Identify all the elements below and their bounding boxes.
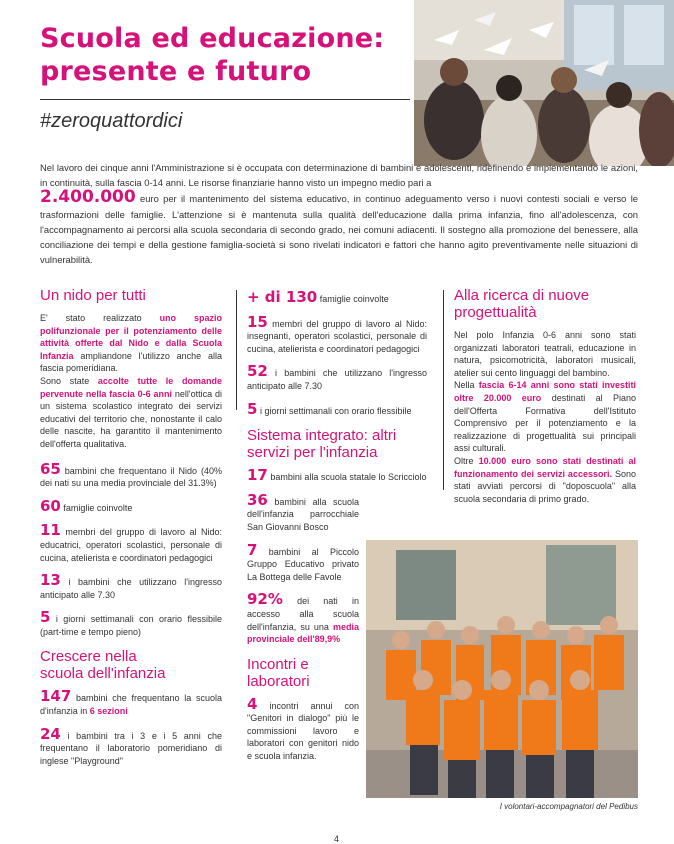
stat-item xyxy=(247,466,427,485)
section-title-infanzia xyxy=(40,648,222,682)
stat-number: 17 xyxy=(247,466,268,485)
intro-text-2: euro per il mantenimento del sistema educativo, in continuo adeguamento verso i nuovi contesti sociali e verso le trasformazioni delle famiglie. L'attenzione si è mantenuta sulla qualità dell'educazione dalla prima infanzia, fino all'adolescenza, con l'accompagnamento ai percorsi alla scuola secondaria di secondo grado, nei comuni adiacenti. Il sostegno alla promozione del benessere, alla conciliazione dei tempi e della gestione famiglia-società si sono rivelati indicatori e fattori che hanno agito preventivamente nelle situazioni di vulnerabilità. xyxy=(40,193,638,266)
stat-number: + di 130 xyxy=(247,288,318,306)
stat-number: 65 xyxy=(40,459,61,478)
hashtag: #zeroquattordici xyxy=(40,110,183,132)
text: ampliandone l'utilizzo anche alla fascia pomeridiana. xyxy=(40,350,222,374)
stat-item xyxy=(247,694,359,763)
highlight: media provinciale dell'89,9% xyxy=(247,621,359,645)
title-line: Crescere nella xyxy=(40,648,137,666)
stat-number: 60 xyxy=(40,496,61,515)
nido-paragraph-1 xyxy=(40,312,222,375)
title-line: scuola dell'infanzia xyxy=(40,665,166,683)
title-line-1: Scuola ed educazione: xyxy=(40,23,385,54)
stat-number: 4 xyxy=(247,694,258,713)
stat-text: bambini che frequentano la scuola d'infanzia in xyxy=(40,693,222,717)
stat-item xyxy=(40,459,222,490)
stat-number: 15 xyxy=(247,312,268,331)
stat-number: 11 xyxy=(40,521,61,540)
section-title-nido: Un nido per tutti xyxy=(40,287,146,304)
text: Sono stati avviati percorsi di "doposcuola" alla scuola secondaria di primo grado. xyxy=(454,468,636,504)
stat-text: bambini alla scuola statale lo Scricciolo xyxy=(270,472,427,483)
stat-number: 5 xyxy=(247,399,258,418)
progettualita-paragraph-3 xyxy=(454,455,636,505)
stat-item xyxy=(40,687,222,717)
highlight: uno spazio polifunzionale per il potenziamento delle attività offerte dal Nido e dalla Scuola Infanzia xyxy=(40,313,222,361)
section-title-progettualita: Alla ricerca di nuove progettualità xyxy=(454,287,590,321)
column-progettualita xyxy=(454,287,636,505)
stat-text: famiglie coinvolte xyxy=(319,294,389,304)
stat-number: 92% xyxy=(247,590,283,609)
text: Sono state xyxy=(40,375,90,386)
stat-text: i bambini tra i 3 e i 5 anni che frequentano il laboratorio pomeridiano di inglese "Playground" xyxy=(40,730,222,766)
stat-item xyxy=(247,590,359,645)
stat-text: i giorni settimanali con orario flessibile xyxy=(259,405,412,416)
photo-caption: I volontari-accompagnatori del Pedibus xyxy=(499,802,638,811)
title-divider xyxy=(40,99,410,100)
stat-text: famiglie coinvolte xyxy=(63,502,133,513)
page-title xyxy=(40,22,400,88)
stat-number: 24 xyxy=(40,724,61,743)
stat-text: bambini al Piccolo Gruppo Educativo privato La Bottega delle Favole xyxy=(247,546,359,582)
section-title-sistema: Sistema integrato: altri servizi per l'infanzia xyxy=(247,427,397,462)
text: E' stato realizzato xyxy=(40,313,142,323)
progettualita-paragraph-1: Nel polo Infanzia 0-6 anni sono stati organizzati laboratori teatrali, educazione in natura, psicomotricità, laboratori musicali, atelier sui cento linguaggi del bambino. xyxy=(454,330,636,378)
text: destinati al Piano dell'Offerta Formativa dell'Istituto Comprensivo per il potenziamento e la realizzazione di progettualità sui principali assi culturali. xyxy=(454,392,636,454)
stat-text: i bambini che utilizzano l'ingresso anticipato alle 7.30 xyxy=(247,368,427,391)
volunteers-photo xyxy=(366,540,638,798)
column-nido xyxy=(40,287,222,777)
stat-number: 147 xyxy=(40,687,72,706)
stat-number: 36 xyxy=(247,490,268,509)
column-divider xyxy=(236,290,237,410)
highlight: 6 sezioni xyxy=(89,706,128,717)
narrow-stats xyxy=(247,490,359,763)
stat-item xyxy=(247,540,359,584)
stat-item xyxy=(40,608,222,638)
nido-paragraph-2 xyxy=(40,375,222,451)
column-divider xyxy=(443,290,444,490)
intro-paragraph xyxy=(40,160,638,267)
stat-text: incontri annui con "Genitori in dialogo" più le commissioni lavoro e laboratori con genitori nido e scuola infanzia. xyxy=(247,700,359,762)
stat-number: 13 xyxy=(40,571,61,590)
stat-text: i bambini che utilizzano l'ingresso anticipato alle 7.30 xyxy=(40,577,222,600)
stat-number: 52 xyxy=(247,362,268,381)
intro-text-1: Nel lavoro dei cinque anni l'Amministrazione si è occupata con determinazione di bambini e adolescenti, ridefinendo e implementando le azioni, in continuità, sulla fascia 0-14 anni. Le risorse finanziarie hanno visto un impegno medio pari a xyxy=(40,162,638,189)
progettualita-paragraph-2 xyxy=(454,379,636,455)
stat-number: 5 xyxy=(40,608,51,627)
stat-item xyxy=(40,724,222,768)
stat-text: bambini che frequentano il Nido (40% dei nati su una media provinciale del 31.3%) xyxy=(40,465,222,489)
budget-amount: 2.400.000 xyxy=(40,187,136,208)
classroom-photo xyxy=(414,0,674,168)
title-line-2: presente e futuro xyxy=(40,56,312,87)
stat-text: membri del gruppo di lavoro al Nido: educatrici, operatori scolastici, personale di cucina, atelierista e coordinatori pedagogici xyxy=(40,527,222,563)
highlight: 10.000 euro sono stati destinati al funzionamento dei servizi accessori. xyxy=(454,455,636,479)
highlight: accolte tutte le domande pervenute nella fascia 0-6 anni xyxy=(40,375,222,399)
stat-item xyxy=(247,399,427,418)
stat-text: membri del gruppo di lavoro al Nido: insegnanti, operatori scolastici, personale di cucina, atelierista e coordinatori pedagogici xyxy=(247,318,427,354)
text: Nella xyxy=(454,380,475,391)
stat-item xyxy=(247,288,427,306)
stat-item xyxy=(40,571,222,601)
stat-text: bambini alla scuola dell'infanzia parrocchiale San Giovanni Bosco xyxy=(247,496,359,532)
stat-number: 7 xyxy=(247,540,258,559)
stat-item xyxy=(247,362,427,392)
stat-item xyxy=(40,496,222,515)
text: nell'ottica di un sistema scolastico integrato dei servizi educativi del territorio che, nonostante il calo delle nascite, ha garantito il mantenimento dell'offerta qualitativa. xyxy=(40,388,222,449)
text: Oltre xyxy=(454,455,474,466)
page-number: 4 xyxy=(334,834,340,844)
stat-item xyxy=(247,312,427,356)
stat-text: dei nati in accesso alla scuola dell'infanzia, su una xyxy=(247,596,359,632)
highlight: fascia 6-14 anni sono stati investiti oltre 20.000 euro xyxy=(454,380,636,403)
stat-text: i giorni settimanali con orario flessibile (part-time e tempo pieno) xyxy=(40,614,222,637)
stat-item xyxy=(40,521,222,564)
section-title-incontri: Incontri e laboratori xyxy=(247,655,310,690)
stat-item xyxy=(247,490,359,534)
